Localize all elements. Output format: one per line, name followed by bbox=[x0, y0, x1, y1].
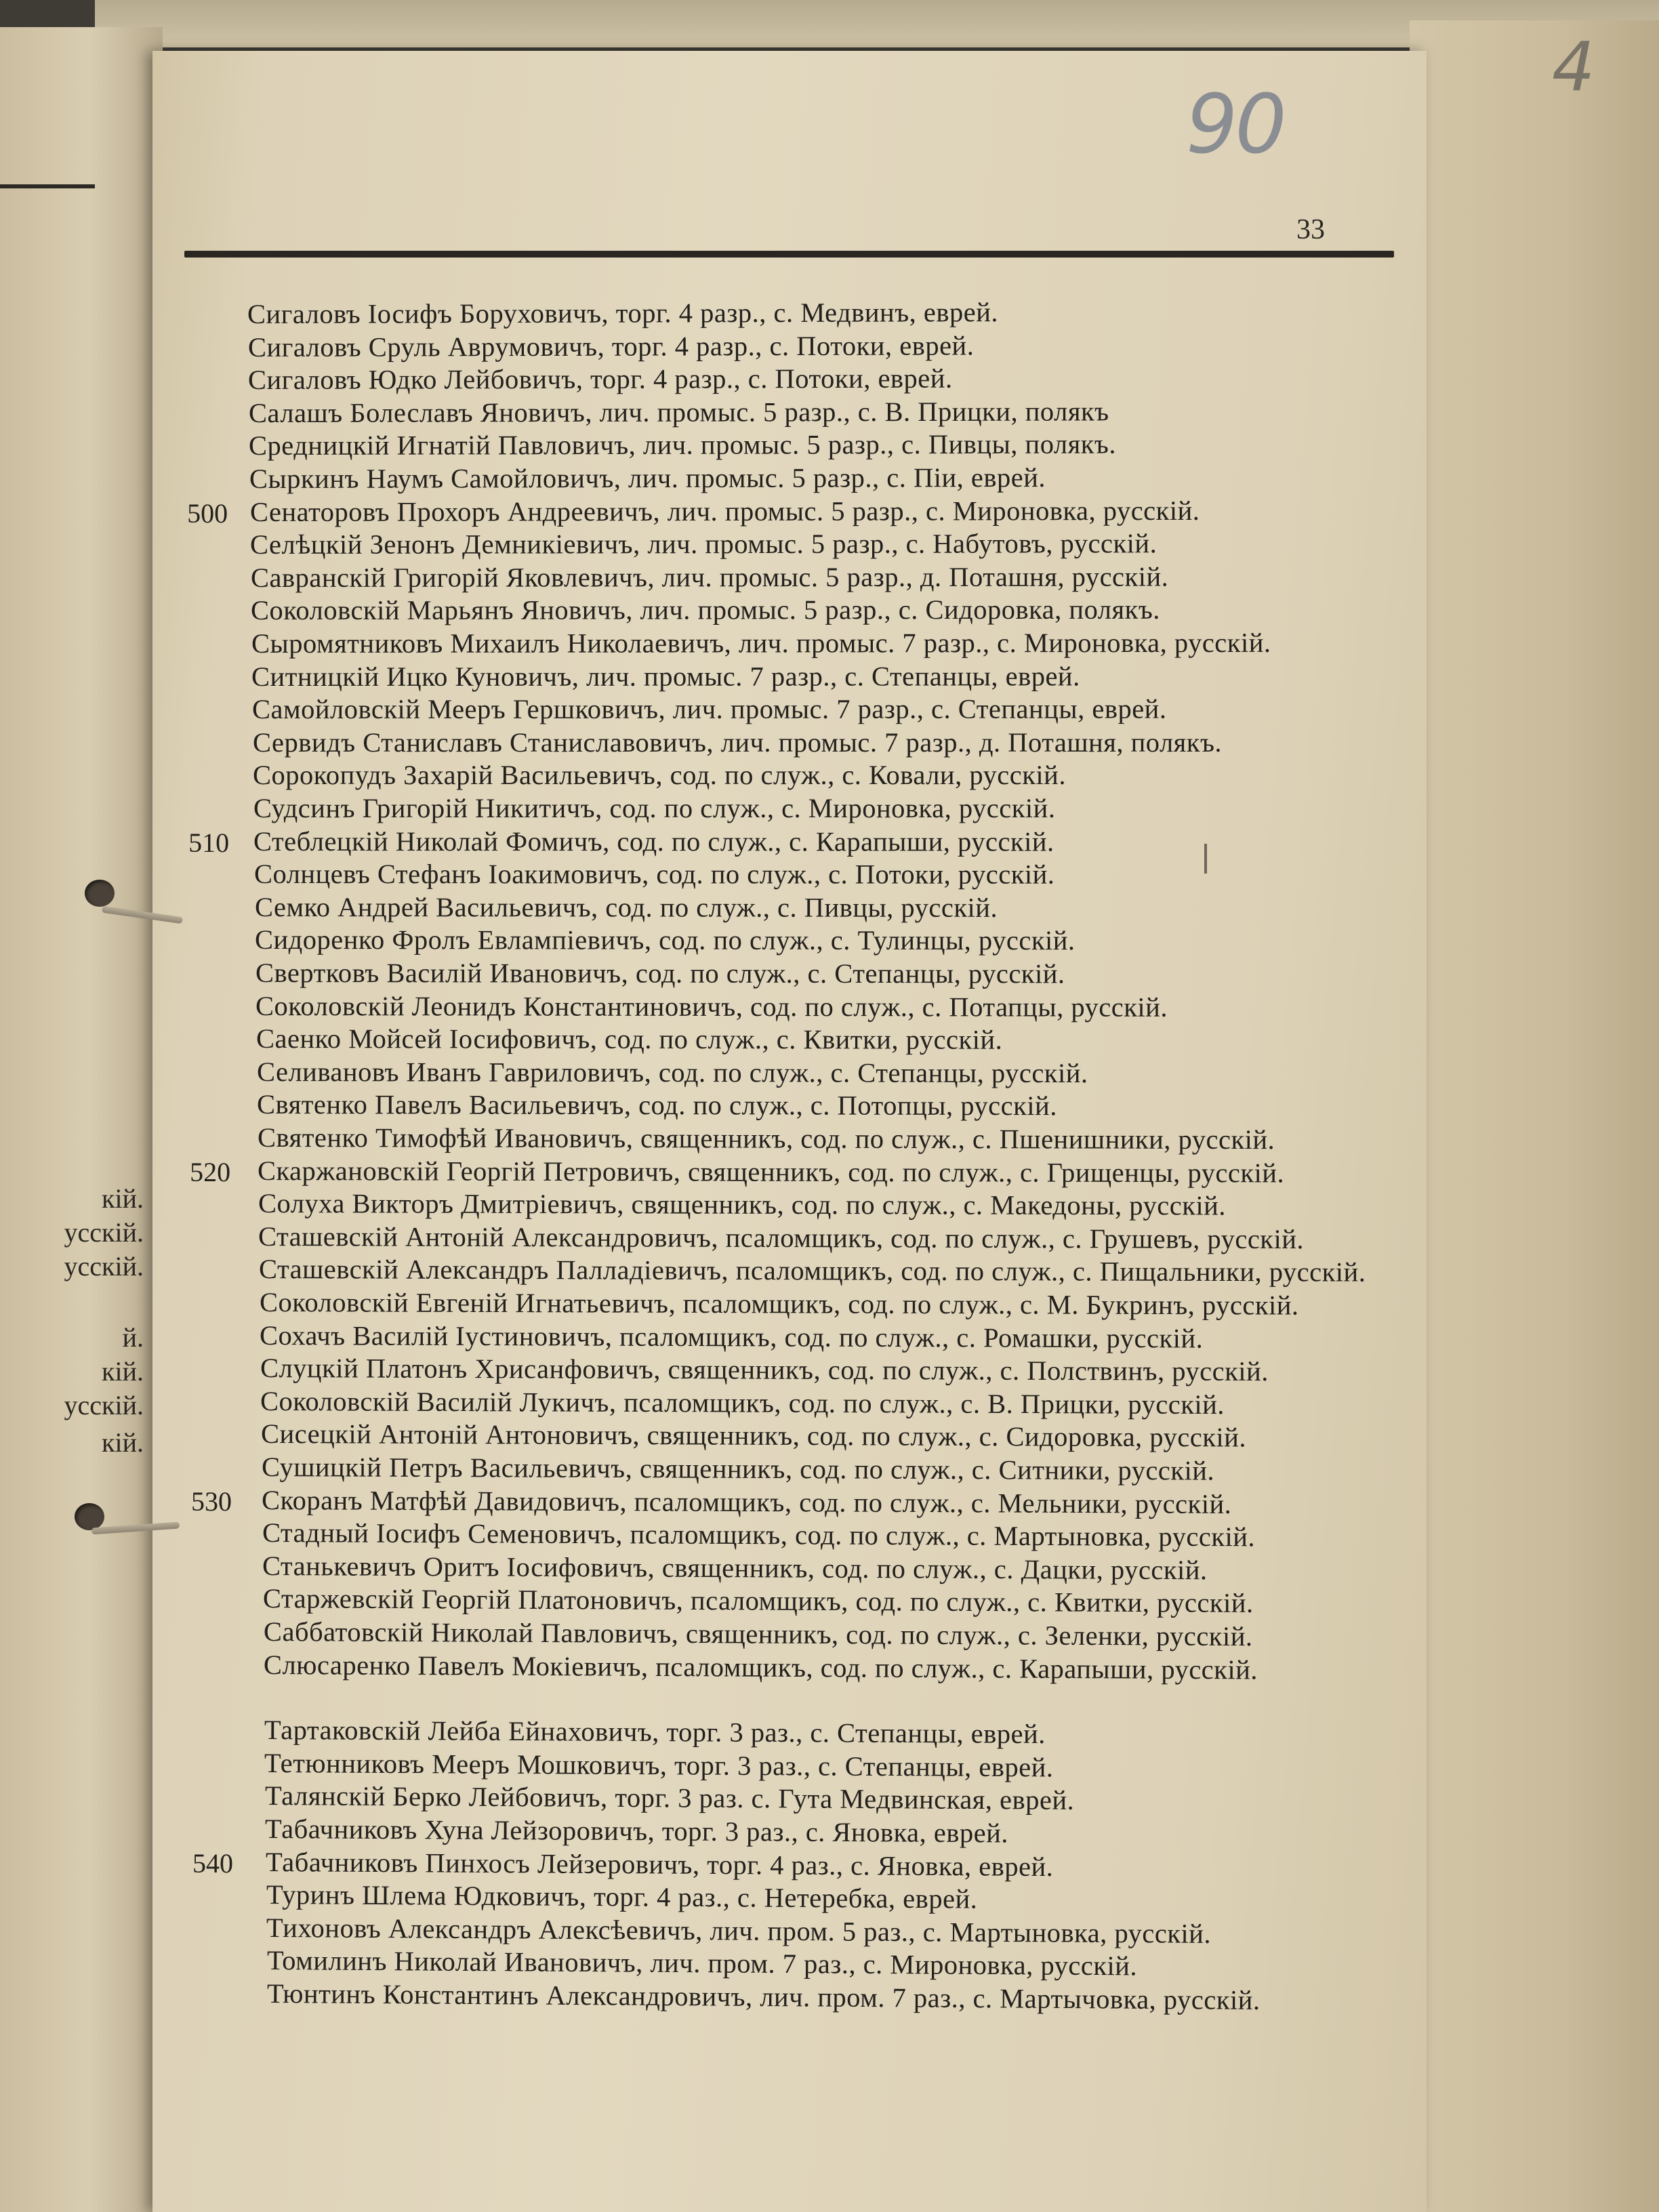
entry-text: Саенко Мойсей Іосифовичъ, сод. по служ., с. Квитки, русскій. bbox=[255, 1023, 1003, 1055]
entry-text: Станькевичъ Оритъ Іосифовичъ, священникъ, сод. по служ., с. Дацки, русскій. bbox=[262, 1550, 1208, 1586]
entry-text: Скаржановскій Георгій Петровичъ, священникъ, сод. по служ., с. Грищенцы, русскій. bbox=[258, 1155, 1285, 1189]
entry-text: Сохачъ Василій Іустиновичъ, псаломщикъ, сод. по служ., с. Ромашки, русскій. bbox=[260, 1319, 1204, 1354]
entry-text: Соколовскій Василій Лукичъ, псаломщикъ, сод. по служ., с. В. Прицки, русскій. bbox=[260, 1385, 1225, 1420]
entry-row bbox=[253, 825, 1054, 857]
entry-number: 500 bbox=[187, 497, 228, 529]
entry-row bbox=[262, 1550, 1208, 1586]
entry-row bbox=[267, 1978, 1261, 2016]
entry-text: Соколовскій Евгеній Игнатьевичъ, псаломщикъ, сод. по служ., с. М. Букринъ, русскій. bbox=[259, 1287, 1299, 1321]
entry-row bbox=[262, 1517, 1255, 1553]
entry-text: Селѣцкій Зенонъ Демникіевичъ, лич. промыс. 5 разр., с. Набутовъ, русскій. bbox=[250, 528, 1158, 560]
binding-hole bbox=[75, 1503, 104, 1530]
entry-row bbox=[264, 1649, 1258, 1685]
left-page-fragment: й. bbox=[122, 1322, 144, 1353]
left-page-fragment: усскій. bbox=[64, 1390, 144, 1420]
left-page-fragment: кій. bbox=[102, 1183, 144, 1214]
entry-row bbox=[263, 1582, 1254, 1619]
entry-row bbox=[264, 1714, 1046, 1750]
entry-row bbox=[255, 990, 1168, 1023]
handwritten-page-number: 90 bbox=[1186, 78, 1284, 172]
pencil-margin-mark bbox=[1204, 844, 1207, 874]
entry-row bbox=[263, 1616, 1252, 1652]
entry-text: Сенаторовъ Прохоръ Андреевичъ, лич. промыс. 5 разр., с. Мироновка, русскій. bbox=[249, 495, 1200, 527]
entry-row bbox=[251, 660, 1080, 693]
entry-row bbox=[251, 594, 1160, 626]
entry-number: 510 bbox=[188, 827, 230, 858]
entry-row bbox=[258, 1122, 1275, 1155]
entry-row bbox=[255, 891, 998, 924]
entry-text: Сигаловъ Юдко Лейбовичъ, торг. 4 разр., с. Потоки, еврей. bbox=[248, 363, 953, 396]
entry-text: Тюнтинъ Константинъ Александровичъ, лич. пром. 7 раз., с. Мартычовка, русскій. bbox=[267, 1978, 1261, 2015]
entry-text: Томилинъ Николай Ивановичъ, лич. пром. 7 раз., с. Мироновка, русскій. bbox=[266, 1945, 1138, 1982]
entry-row bbox=[259, 1253, 1366, 1288]
entry-row bbox=[252, 693, 1166, 725]
entry-text: Сушицкій Петръ Васильевичъ, священникъ, сод. по служ., с. Ситники, русскій. bbox=[261, 1452, 1214, 1486]
page-number: 33 bbox=[1296, 214, 1325, 245]
entry-row bbox=[253, 726, 1222, 758]
entry-text: Сыркинъ Наумъ Самойловичъ, лич. промыс. 5 разр., с. Піи, еврей. bbox=[249, 462, 1046, 494]
entry-row bbox=[265, 1780, 1075, 1816]
left-page-fragment: усскій. bbox=[64, 1251, 144, 1282]
entry-row bbox=[258, 1221, 1304, 1255]
entry-row bbox=[247, 296, 998, 330]
entry-row bbox=[249, 495, 1199, 528]
entry-text: Соколовскій Леонидъ Константиновичъ, сод. по служ., с. Потапцы, русскій. bbox=[255, 990, 1168, 1023]
entry-row bbox=[264, 1747, 1054, 1783]
entry-text: Тартаковскій Лейба Ейнаховичъ, торг. 3 раз., с. Степанцы, еврей. bbox=[264, 1715, 1046, 1750]
entry-row bbox=[265, 1813, 1008, 1849]
entry-text: Селивановъ Иванъ Гавриловичъ, сод. по служ., с. Степанцы, русскій. bbox=[256, 1056, 1088, 1088]
entry-row bbox=[255, 924, 1076, 956]
entry-row bbox=[249, 462, 1046, 495]
binding-hole bbox=[85, 880, 115, 907]
entry-text: Салашъ Болеславъ Яновичъ, лич. промыс. 5 разр., с. В. Прицки, полякъ bbox=[248, 396, 1109, 428]
entry-number: 530 bbox=[191, 1486, 232, 1517]
entry-text: Старжевскій Георгій Платоновичъ, псаломщикъ, сод. по служ., с. Квитки, русскій. bbox=[262, 1583, 1254, 1619]
entry-text: Талянскій Берко Лейбовичъ, торг. 3 раз. с. Гута Медвинская, еврей. bbox=[264, 1780, 1075, 1816]
entry-text: Сидоренко Фролъ Евлампіевичъ, сод. по служ., с. Тулинцы, русскій. bbox=[255, 924, 1076, 956]
entry-row bbox=[266, 1912, 1211, 1950]
entry-number: 520 bbox=[190, 1156, 231, 1187]
paper-stack-right bbox=[1410, 20, 1659, 2212]
entry-text: Скоранъ Матфѣй Давидовичъ, псаломщикъ, сод. по служ., с. Мельники, русскій. bbox=[262, 1484, 1232, 1519]
entry-text: Табачниковъ Пинхосъ Лейзеровичъ, торг. 4 раз., с. Яновка, еврей. bbox=[265, 1846, 1054, 1882]
entry-text: Стадный Іосифъ Семеновичъ, псаломщикъ, сод. по служ., с. Мартыновка, русскій. bbox=[262, 1517, 1255, 1553]
entry-row bbox=[248, 329, 974, 363]
entry-row bbox=[260, 1385, 1225, 1420]
entry-text: Сервидъ Станиславъ Станиславовичъ, лич. промыс. 7 разр., д. Поташня, полякъ. bbox=[252, 726, 1222, 758]
entry-row bbox=[267, 1944, 1137, 1982]
entry-text: Сыромятниковъ Михаилъ Николаевичъ, лич. промыс. 7 разр., с. Мироновка, русскій. bbox=[251, 627, 1271, 659]
entry-row bbox=[248, 363, 953, 396]
entry-text: Слуцкій Платонъ Хрисанфовичъ, священникъ, сод. по служ., с. Полствинъ, русскій. bbox=[260, 1353, 1269, 1387]
entry-text: Савранскій Григорій Яковлевичъ, лич. промыс. 5 разр., д. Поташня, русскій. bbox=[250, 561, 1168, 593]
entry-row bbox=[261, 1451, 1214, 1487]
entry-row bbox=[258, 1155, 1284, 1189]
left-page bbox=[0, 27, 163, 2212]
entry-row bbox=[250, 527, 1157, 560]
entry-row bbox=[266, 1846, 1054, 1883]
entry-text: Стеблецкій Николай Фомичъ, сод. по служ., с. Карапыши, русскій. bbox=[253, 825, 1055, 857]
entry-row bbox=[254, 858, 1054, 890]
entry-row bbox=[260, 1352, 1269, 1387]
corner-handwritten-mark: 4 bbox=[1552, 27, 1595, 106]
left-page-fragment: кій. bbox=[102, 1427, 144, 1458]
entry-text: Сташевскій Антоній Александровичъ, псаломщикъ, сод. по служ., с. Грушевъ, русскій. bbox=[258, 1221, 1305, 1254]
left-page-fragment: кій. bbox=[102, 1356, 144, 1387]
entry-text: Ситницкій Ицко Куновичъ, лич. промыс. 7 разр., с. Степанцы, еврей. bbox=[251, 660, 1081, 692]
entry-text: Тетюнниковъ Мееръ Мошковичъ, торг. 3 раз., с. Степанцы, еврей. bbox=[264, 1747, 1054, 1783]
entry-row bbox=[249, 428, 1116, 462]
entry-row bbox=[249, 395, 1109, 429]
entry-row bbox=[253, 792, 1055, 824]
entry-text: Соколовскій Марьянъ Яновичъ, лич. промыс. 5 разр., с. Сидоровка, полякъ. bbox=[251, 594, 1161, 626]
entry-text: Сигаловъ Сруль Аврумовичъ, торг. 4 разр., с. Потоки, еврей. bbox=[247, 329, 974, 363]
entry-text: Судсинъ Григорій Никитичъ, сод. по служ., с. Мироновка, русскій. bbox=[253, 793, 1056, 824]
entry-text: Сорокопудъ Захарій Васильевичъ, сод. по служ., с. Ковали, русскій. bbox=[253, 760, 1067, 791]
entry-row bbox=[266, 1879, 977, 1915]
entry-text: Солнцевъ Стефанъ Іоакимовичъ, сод. по служ., с. Потоки, русскій. bbox=[253, 859, 1055, 890]
entry-text: Средницкій Игнатій Павловичъ, лич. промыс. 5 разр., с. Пивцы, полякъ. bbox=[249, 429, 1117, 462]
entry-text: Туринъ Шлема Юдковичъ, торг. 4 раз., с. Нетеребка, еврей. bbox=[266, 1879, 978, 1914]
entry-row bbox=[251, 560, 1168, 594]
entry-row bbox=[255, 957, 1065, 989]
entry-row bbox=[262, 1484, 1232, 1520]
entry-text: Тихоновъ Александръ Алексѣевичъ, лич. пром. 5 раз., с. Мартыновка, русскій. bbox=[266, 1912, 1212, 1949]
entry-text: Святенко Павелъ Васильевичъ, сод. по служ., с. Потопцы, русскій. bbox=[257, 1089, 1058, 1122]
entry-text: Святенко Тимофѣй Ивановичъ, священникъ, сод. по служ., с. Пшенишники, русскій. bbox=[257, 1122, 1275, 1155]
entry-row bbox=[260, 1319, 1203, 1354]
entry-text: Свертковъ Василій Ивановичъ, сод. по служ., с. Степанцы, русскій. bbox=[255, 958, 1065, 989]
entry-text: Сисецкій Антоній Антоновичъ, священникъ, сод. по служ., с. Сидоровка, русскій. bbox=[260, 1418, 1247, 1453]
entry-text: Сигаловъ Іосифъ Боруховичъ, торг. 4 разр., с. Медвинъ, еврей. bbox=[247, 297, 999, 329]
entry-text: Семко Андрей Васильевичъ, сод. по служ., с. Пивцы, русскій. bbox=[254, 891, 998, 923]
entry-text: Табачниковъ Хуна Лейзоровичъ, торг. 3 раз., с. Яновка, еврей. bbox=[265, 1814, 1009, 1849]
entry-text: Слюсаренко Павелъ Мокіевичъ, псаломщикъ, сод. по служ., с. Карапыши, русскій. bbox=[263, 1649, 1258, 1685]
entry-row bbox=[251, 627, 1271, 659]
entry-row bbox=[253, 759, 1066, 791]
left-page-fragment: усскій. bbox=[64, 1217, 144, 1248]
entry-row bbox=[257, 1088, 1057, 1122]
entry-row bbox=[256, 1056, 1088, 1089]
entry-text: Саббатовскій Николай Павловичъ, священникъ, сод. по служ., с. Зеленки, русскій. bbox=[263, 1616, 1253, 1652]
entry-row bbox=[260, 1286, 1299, 1322]
header-rule bbox=[184, 251, 1394, 258]
entry-row bbox=[256, 1023, 1002, 1056]
entry-row bbox=[261, 1418, 1246, 1453]
entry-text: Сташевскій Александръ Палладіевичъ, псаломщикъ, сод. по служ., с. Пищальники, русскій. bbox=[258, 1254, 1366, 1288]
left-page-rule bbox=[0, 184, 95, 188]
entry-number: 540 bbox=[192, 1847, 234, 1879]
entry-text: Самойловскій Мееръ Гершковичъ, лич. промыс. 7 разр., с. Степанцы, еврей. bbox=[252, 693, 1167, 725]
entry-row bbox=[258, 1187, 1226, 1222]
entry-text: Солуха Викторъ Дмитріевичъ, священникъ, сод. по служ., с. Македоны, русскій. bbox=[258, 1188, 1226, 1221]
